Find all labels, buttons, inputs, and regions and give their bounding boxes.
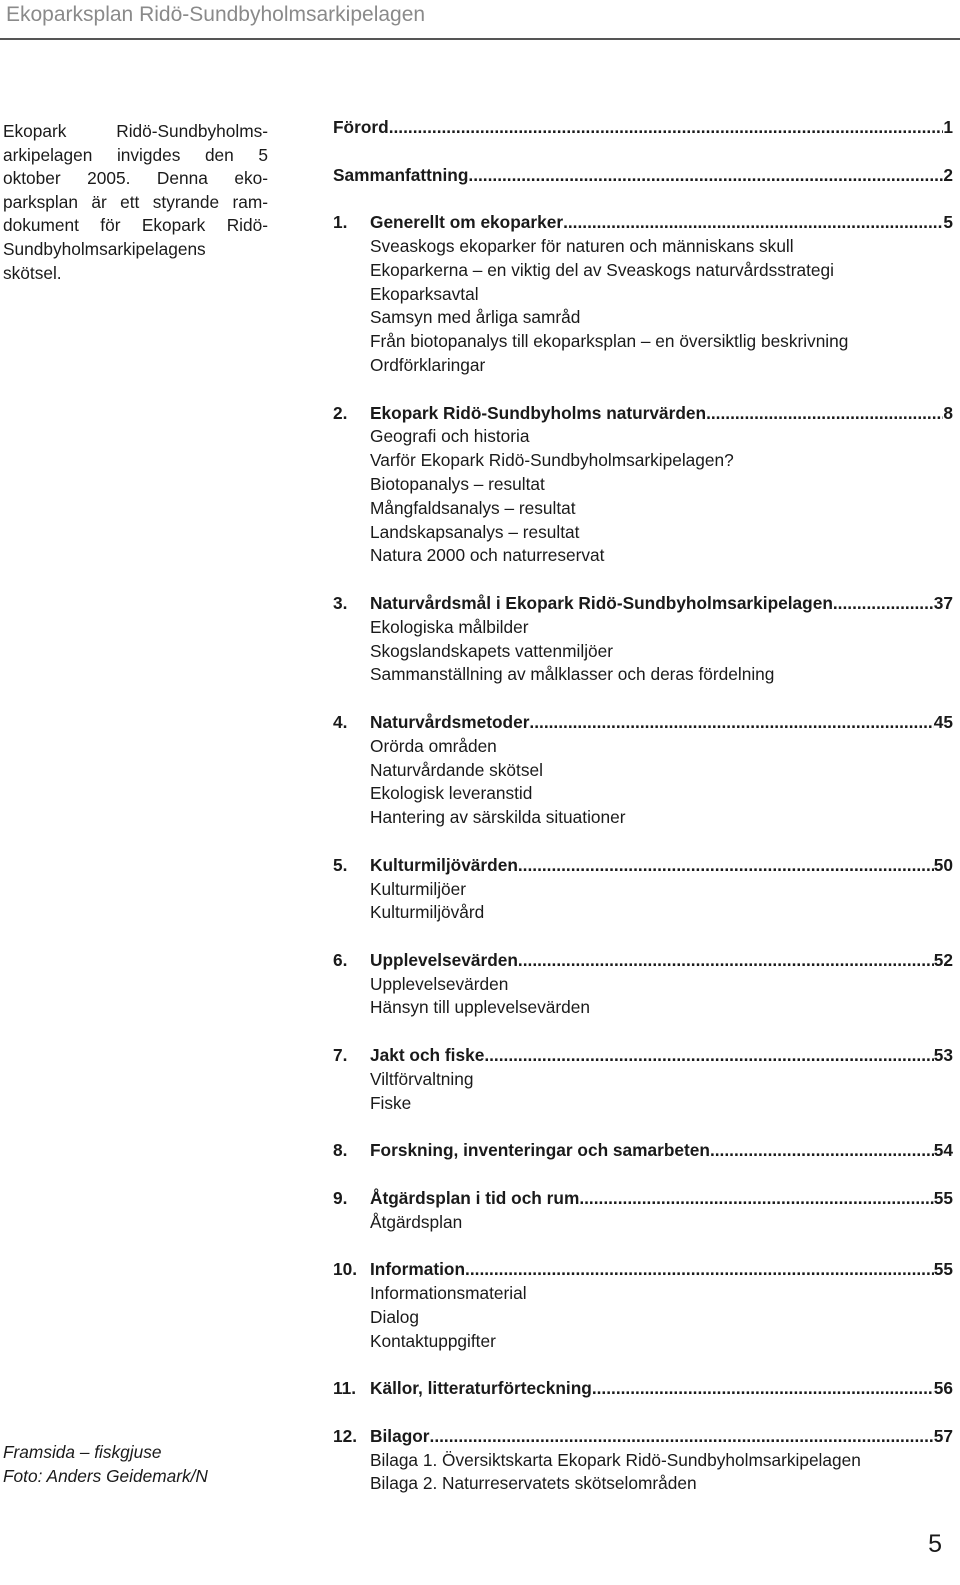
toc-subitem: Bilaga 2. Naturreservatets skötselområden xyxy=(370,1473,697,1494)
toc-section xyxy=(333,1187,953,1235)
side-note-line: Sundbyholmsarkipelagens xyxy=(3,238,206,259)
toc-subitem: Naturvårdande skötsel xyxy=(370,759,543,780)
toc-section xyxy=(333,1044,953,1115)
page-number: 5 xyxy=(928,1530,942,1558)
toc-entry-number: 3. xyxy=(333,592,348,613)
toc-leader-dots xyxy=(465,1258,934,1282)
toc-subitem: Sammanställning av målklasser och deras fördelning xyxy=(370,664,775,685)
toc-leader-dots xyxy=(484,1044,933,1068)
toc-leader-dots xyxy=(706,402,943,426)
toc-subitem: Från biotopanalys till ekoparksplan – en översiktlig beskrivning xyxy=(370,331,849,352)
toc-entry-number: 10. xyxy=(333,1259,358,1280)
toc-section xyxy=(333,1258,953,1353)
toc-entry[interactable] xyxy=(333,402,953,426)
toc-subitem: Hänsyn till upplevelsevärden xyxy=(370,997,590,1018)
toc-entry[interactable] xyxy=(333,1425,953,1449)
toc-leader-dots xyxy=(592,1377,934,1401)
toc-section xyxy=(333,854,953,925)
toc-subitem: Viltförvaltning xyxy=(370,1068,474,1089)
toc-subitem: Informationsmaterial xyxy=(370,1283,527,1304)
side-note-line: arkipelagen invigdes den 5 xyxy=(3,144,268,165)
toc-entry[interactable] xyxy=(333,592,953,616)
toc-entry-title: Upplevelsevärden xyxy=(370,949,518,970)
toc-subitem: Ekologiska målbilder xyxy=(370,616,529,637)
toc-page-number: 8 xyxy=(943,402,953,423)
toc-entry[interactable] xyxy=(333,854,953,878)
toc-page-number: 37 xyxy=(933,592,953,613)
toc-section-summary xyxy=(333,164,953,188)
toc-section xyxy=(333,949,953,1020)
toc-subitem: Varför Ekopark Ridö-Sundbyholmsarkipelagen? xyxy=(370,450,734,471)
toc-entry-number: 12. xyxy=(333,1425,358,1446)
toc-entry-title: Kulturmiljövärden xyxy=(370,854,518,875)
toc-entry[interactable] xyxy=(333,1187,953,1211)
toc-subitem: Åtgärdsplan xyxy=(370,1211,463,1232)
toc-entry[interactable] xyxy=(333,711,953,735)
toc-entry-number: 2. xyxy=(333,402,348,423)
toc-subitem: Fiske xyxy=(370,1092,412,1113)
toc-leader-dots xyxy=(389,116,944,140)
document-title: Ekoparksplan Ridö-Sundbyholmsarkipelagen xyxy=(6,3,426,26)
toc-leader-dots xyxy=(579,1187,933,1211)
toc-leader-dots xyxy=(710,1139,934,1163)
toc-subitem: Bilaga 1. Översiktskarta Ekopark Ridö-Sundbyholmsarkipelagen xyxy=(370,1449,861,1470)
toc-subitem: Dialog xyxy=(370,1306,419,1327)
toc-subitem: Landskapsanalys – resultat xyxy=(370,521,580,542)
toc-entry-title: Åtgärdsplan i tid och rum xyxy=(370,1187,580,1208)
toc-leader-dots xyxy=(833,592,934,616)
toc-entry[interactable] xyxy=(333,1258,953,1282)
toc-subitem: Skogslandskapets vattenmiljöer xyxy=(370,640,614,661)
toc-entry-title: Källor, litteraturförteckning xyxy=(370,1378,592,1399)
side-note-line: parksplan är ett styrande ram- xyxy=(3,191,268,212)
toc-subitem: Kulturmiljövård xyxy=(370,902,485,923)
toc-entry-number: 7. xyxy=(333,1045,348,1066)
toc-section-foreword xyxy=(333,116,953,140)
toc-subitem: Ekoparkerna – en viktig del av Sveaskogs naturvårdsstrategi xyxy=(370,259,834,280)
caption-line: Foto: Anders Geidemark/N xyxy=(3,1466,208,1486)
toc-subitem: Natura 2000 och naturreservat xyxy=(370,545,605,566)
side-note-line: dokument för Ekopark Ridö- xyxy=(3,215,268,236)
toc-section xyxy=(333,211,953,378)
toc-subitem: Samsyn med årliga samråd xyxy=(370,307,581,328)
toc-subitem: Hantering av särskilda situationer xyxy=(370,807,626,828)
toc-leader-dots xyxy=(563,211,943,235)
toc-subitem: Sveaskogs ekoparker för naturen och människans skull xyxy=(370,235,794,256)
toc-entry-number: 9. xyxy=(333,1187,348,1208)
toc-entry-number: 5. xyxy=(333,854,348,875)
toc-subitem: Ordförklaringar xyxy=(370,354,486,375)
toc-page-number: 52 xyxy=(933,949,953,970)
table-of-contents xyxy=(333,116,953,1496)
toc-entry[interactable] xyxy=(333,164,953,188)
side-note xyxy=(3,120,268,285)
toc-leader-dots xyxy=(529,711,933,735)
toc-page-number: 55 xyxy=(933,1187,953,1208)
toc-subitem: Upplevelsevärden xyxy=(370,973,509,994)
toc-entry[interactable] xyxy=(333,1377,953,1401)
toc-entry[interactable] xyxy=(333,1044,953,1068)
toc-leader-dots xyxy=(430,1425,934,1449)
toc-entry[interactable] xyxy=(333,949,953,973)
toc-section xyxy=(333,1377,953,1401)
toc-section xyxy=(333,1139,953,1163)
toc-entry[interactable] xyxy=(333,1139,953,1163)
toc-entry-title: Naturvårdsmål i Ekopark Ridö-Sundbyholmsarkipelagen xyxy=(370,592,833,613)
page-header xyxy=(0,0,960,40)
caption-line: Framsida – fiskgjuse xyxy=(3,1442,162,1462)
toc-section xyxy=(333,402,953,569)
side-note-line: oktober 2005. Denna eko- xyxy=(3,168,268,189)
toc-page-number: 57 xyxy=(933,1425,953,1446)
toc-leader-dots xyxy=(518,949,934,973)
toc-leader-dots xyxy=(518,854,934,878)
cover-caption xyxy=(3,1440,208,1488)
toc-page-number: 2 xyxy=(943,164,953,185)
toc-subitem: Mångfaldsanalys – resultat xyxy=(370,497,576,518)
toc-section xyxy=(333,592,953,687)
toc-entry-number: 4. xyxy=(333,711,348,732)
toc-entry-title: Bilagor xyxy=(370,1425,430,1446)
toc-entry-number: 1. xyxy=(333,212,348,233)
toc-subitem: Kulturmiljöer xyxy=(370,878,467,899)
toc-subitem: Ekologisk leveranstid xyxy=(370,783,533,804)
toc-entry[interactable] xyxy=(333,116,953,140)
toc-subitem: Biotopanalys – resultat xyxy=(370,473,545,494)
toc-entry-title: Förord xyxy=(333,117,389,137)
toc-page-number: 5 xyxy=(943,212,953,233)
toc-entry-title: Ekopark Ridö-Sundbyholms naturvärden xyxy=(370,402,707,423)
toc-entry-title: Naturvårdsmetoder xyxy=(370,711,530,732)
toc-subitem: Ekoparksavtal xyxy=(370,283,479,304)
toc-entry-title: Jakt och fiske xyxy=(370,1045,485,1066)
toc-section xyxy=(333,711,953,830)
toc-page-number: 53 xyxy=(933,1045,953,1066)
side-note-line: skötsel. xyxy=(3,262,62,283)
toc-page-number: 50 xyxy=(933,854,953,875)
side-note-line: Ekopark Ridö-Sundbyholms- xyxy=(3,121,268,141)
toc-page-number: 55 xyxy=(933,1259,953,1280)
toc-entry-number: 6. xyxy=(333,949,348,970)
toc-page-number: 1 xyxy=(943,117,953,137)
toc-entry-title: Generellt om ekoparker xyxy=(370,212,564,233)
toc-page-number: 45 xyxy=(933,711,953,732)
toc-entry-number: 11. xyxy=(333,1378,357,1399)
toc-page-number: 56 xyxy=(933,1378,953,1399)
toc-entry-title: Information xyxy=(370,1259,466,1280)
toc-subitem: Geografi och historia xyxy=(370,426,530,447)
toc-subitem: Orörda områden xyxy=(370,735,497,756)
toc-entry-title: Forskning, inventeringar och samarbeten xyxy=(370,1140,710,1161)
toc-entry[interactable] xyxy=(333,211,953,235)
toc-entry-number: 8. xyxy=(333,1140,348,1161)
toc-subitem: Kontaktuppgifter xyxy=(370,1330,496,1351)
toc-entry-title: Sammanfattning xyxy=(333,164,469,185)
toc-page-number: 54 xyxy=(933,1140,953,1161)
toc-leader-dots xyxy=(468,164,943,188)
toc-section xyxy=(333,1425,953,1496)
